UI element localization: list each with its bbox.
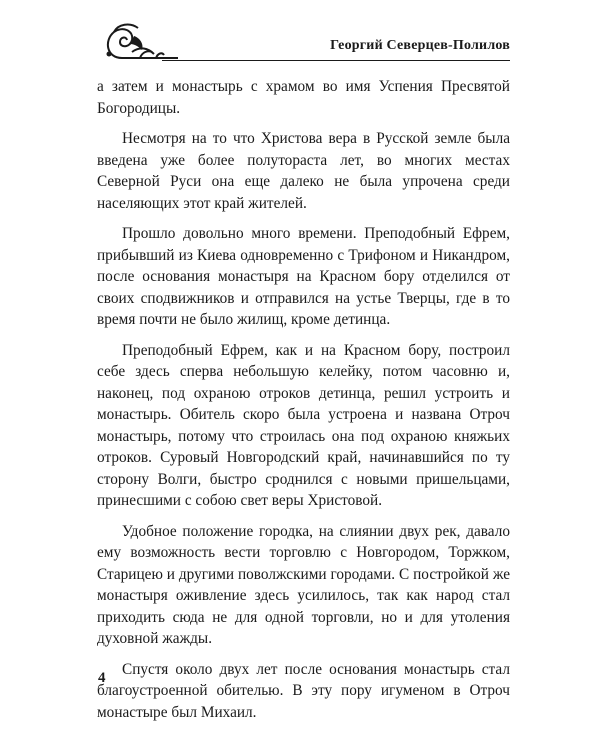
paragraph: а затем и монастырь с храмом во имя Успения Пресвятой Богородицы. bbox=[97, 78, 510, 117]
header-rule bbox=[162, 60, 510, 61]
paragraph: Спустя около двух лет после основания монастырь стал благоустроенной обителью. В эту пору игуменом в Отроч монастыре был Михаил. bbox=[97, 660, 510, 721]
page-number: 4 bbox=[98, 670, 106, 686]
page-header bbox=[100, 18, 510, 68]
scroll-ornament-icon bbox=[100, 18, 180, 66]
running-head-title: Георгий Северцев-Полилов bbox=[330, 38, 510, 53]
paragraph: Преподобный Ефрем, как и на Красном бору, построил себе здесь сперва небольшую келейку, потом часовню и, наконец, под охраною отроков детинца, решил устроить и монастырь. Обитель скоро была устроена и названа Отроч монастырь, потому что строилась она под охраною княжьих отроков. Суровый Новгородский край, начинавшийся по ту сторону Волги, быстро сроднился с новыми пришельцами, принесшими с собою свет веры Христовой. bbox=[97, 341, 510, 509]
paragraph: Несмотря на то что Христова вера в Русской земле была введена уже более полутораста лет, во многих местах Северной Руси она еще далеко не была упрочена среди населяющих этот край жителей. bbox=[97, 130, 510, 212]
body-text bbox=[97, 76, 510, 732]
paragraph: Удобное положение городка, на слиянии двух рек, давало ему возможность вести торговлю с Новгородом, Торжком, Старицею и другими поволжскими городами. С постройкой же монастыря оживление здесь усилилось, так как народ стал приходить сюда не для одной торговли, но и для утоления духовной жажды. bbox=[97, 522, 510, 647]
paragraph: Прошло довольно много времени. Преподобный Ефрем, прибывший из Киева одновременно с Трифоном и Никандром, после основания монастыря на Красном бору отделился от своих сподвижников и отправился на устье Тверцы, где в то время почти не было жилищ, кроме детинца. bbox=[97, 225, 510, 328]
